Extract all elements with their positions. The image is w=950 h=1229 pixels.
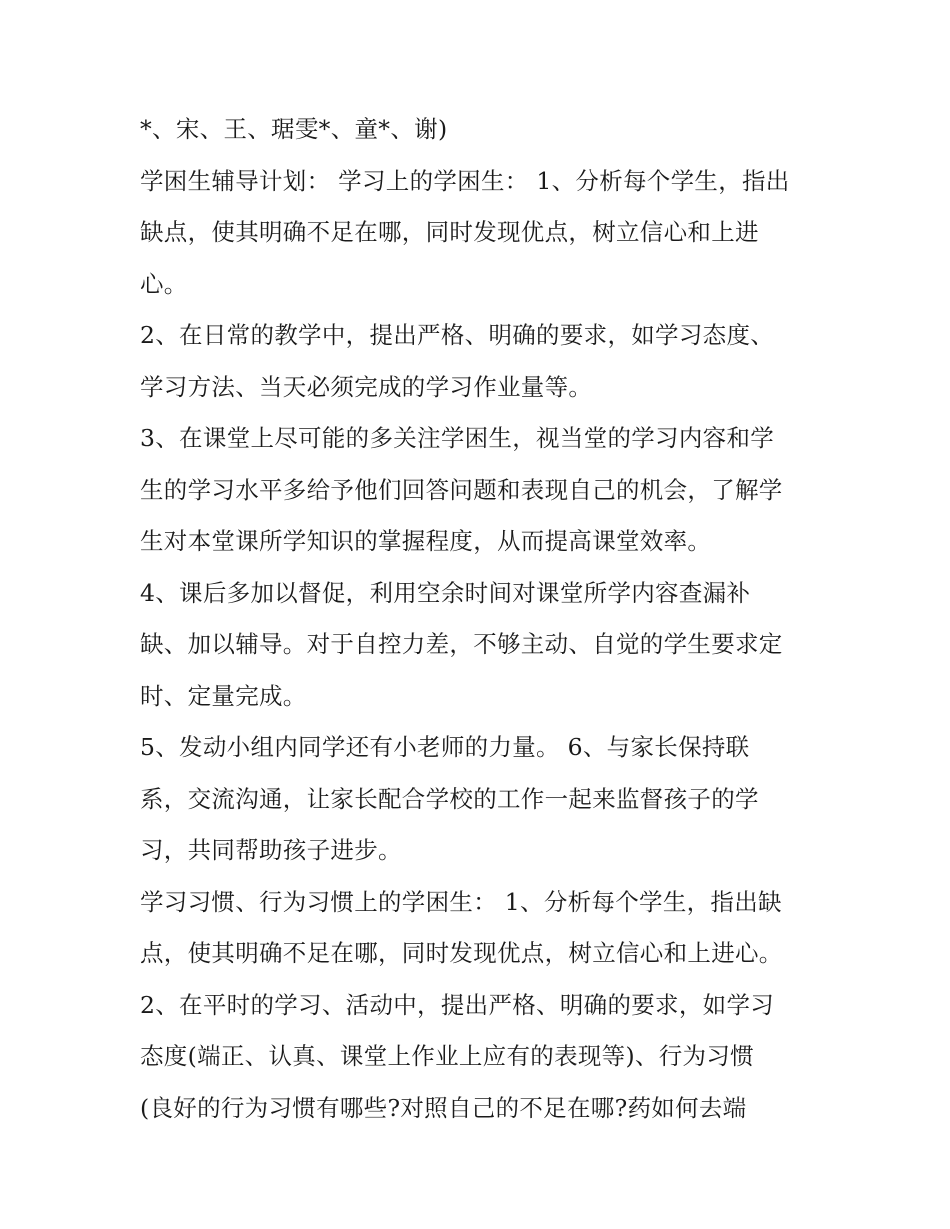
text-line: 3、在课堂上尽可能的多关注学困生，视当堂的学习内容和学 <box>140 424 775 452</box>
text-line: (良好的行为习惯有哪些?对照自己的不足在哪?药如何去端 <box>140 1093 747 1122</box>
text-line: 生对本堂课所学知识的掌握程度，从而提高课堂效率。 <box>140 527 712 555</box>
text-line: 心。 <box>140 269 188 298</box>
text-line: 生的学习水平多给予他们回答问题和表现自己的机会，了解学 <box>140 475 783 504</box>
text-line: 学习习惯、行为习惯上的学困生： 1、分析每个学生，指出缺 <box>140 887 782 916</box>
text-line: 学困生辅导计划： 学习上的学困生： 1、分析每个学生，指出 <box>140 166 790 195</box>
text-line: *、宋、王、琚雯*、童*、谢) <box>140 115 448 143</box>
text-line: 态度(端正、认真、课堂上作业上应有的表现等)、行为习惯 <box>140 1042 754 1070</box>
text-line: 缺、加以辅导。对于自控力差，不够主动、自觉的学生要求定 <box>140 630 783 658</box>
text-line: 4、课后多加以督促，利用空余时间对课堂所学内容查漏补 <box>140 578 751 607</box>
text-line: 学习方法、当天必须完成的学习作业量等。 <box>140 372 593 401</box>
text-line: 5、发动小组内同学还有小老师的力量。 6、与家长保持联 <box>140 733 750 761</box>
text-line: 习，共同帮助孩子进步。 <box>140 836 402 864</box>
document-body <box>140 111 840 1141</box>
text-line: 2、在平时的学习、活动中，提出严格、明确的要求，如学习 <box>140 990 775 1019</box>
text-line: 缺点，使其明确不足在哪，同时发现优点，树立信心和上进 <box>140 218 759 246</box>
text-line: 2、在日常的教学中，提出严格、明确的要求，如学习态度、 <box>140 321 775 349</box>
text-line: 点，使其明确不足在哪，同时发现优点，树立信心和上进心。 <box>140 939 783 967</box>
text-line: 时、定量完成。 <box>140 681 307 710</box>
text-line: 系，交流沟通，让家长配合学校的工作一起来监督孩子的学 <box>140 784 759 813</box>
